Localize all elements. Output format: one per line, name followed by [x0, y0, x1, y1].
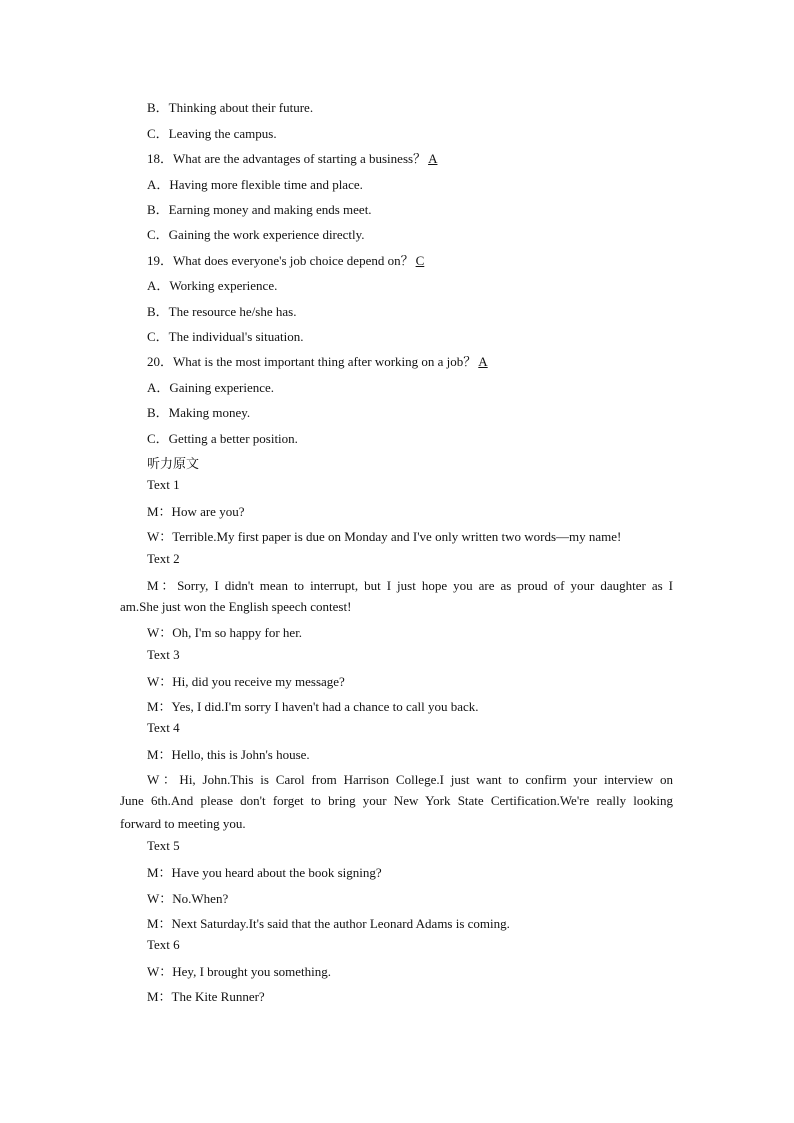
- text-1-label: Text 1: [147, 477, 180, 492]
- q18-option-a: A．Having more flexible time and place.: [147, 177, 363, 192]
- q18-option-c: C．Gaining the work experience directly.: [147, 227, 365, 242]
- option-c-prev: C．Leaving the campus.: [147, 126, 277, 141]
- text-6-line-1: W：Hey, I brought you something.: [147, 964, 332, 979]
- transcript-heading: 听力原文: [147, 456, 200, 471]
- q19-option-b: B．The resource he/she has.: [147, 304, 297, 319]
- text-3-line-w: W：Hi, did you receive my message?: [147, 674, 345, 689]
- answer-20: A: [478, 354, 488, 369]
- text-5-label: Text 5: [147, 838, 180, 853]
- text-6-label: Text 6: [147, 937, 180, 952]
- text-2-line-w: W：Oh, I'm so happy for her.: [147, 625, 303, 640]
- q19-option-a: A．Working experience.: [147, 278, 278, 293]
- text-2-line-m-2: am.She just won the English speech contest!: [120, 599, 352, 614]
- text-1-line-w: W：Terrible.My first paper is due on Monday and I've only written two words—my name!: [147, 529, 622, 544]
- text-3-line-m: M：Yes, I did.I'm sorry I haven't had a chance to call you back.: [147, 699, 479, 714]
- question-19: [147, 250, 426, 269]
- q19-option-c: C．The individual's situation.: [147, 329, 304, 344]
- text-5-line-3: M：Next Saturday.It's said that the author Leonard Adams is coming.: [147, 916, 510, 931]
- question-text: 20．What is the most important thing after working on a job？: [147, 354, 477, 369]
- text-1-line-m: M：How are you?: [147, 504, 245, 519]
- q20-option-c: C．Getting a better position.: [147, 431, 298, 446]
- text-4-line-m: M：Hello, this is John's house.: [147, 747, 310, 762]
- text-4-label: Text 4: [147, 720, 180, 735]
- text-5-line-1: M：Have you heard about the book signing?: [147, 865, 382, 880]
- question-18: [147, 148, 439, 167]
- answer-18: A: [428, 151, 438, 166]
- q18-option-b: B．Earning money and making ends meet.: [147, 202, 372, 217]
- question-text: 18．What are the advantages of starting a business？: [147, 151, 427, 166]
- option-b-prev: B．Thinking about their future.: [147, 100, 314, 115]
- text-4-line-w-1: W：Hi, John.This is Carol from Harrison College.I just want to confirm your interview on: [147, 772, 673, 787]
- question-text: 19．What does everyone's job choice depend on？: [147, 253, 414, 268]
- text-6-line-2: M：The Kite Runner?: [147, 989, 265, 1004]
- text-3-label: Text 3: [147, 647, 180, 662]
- text-2-label: Text 2: [147, 551, 180, 566]
- text-5-line-2: W：No.When?: [147, 891, 229, 906]
- answer-19: C: [415, 253, 425, 268]
- q20-option-a: A．Gaining experience.: [147, 380, 275, 395]
- q20-option-b: B．Making money.: [147, 405, 251, 420]
- text-4-line-w-3: forward to meeting you.: [120, 816, 246, 831]
- question-20: [147, 351, 490, 370]
- text-4-line-w-2: June 6th.And please don't forget to bring your New York State Certification.We're really looking: [120, 793, 673, 808]
- text-2-line-m-1: M：Sorry, I didn't mean to interrupt, but I just hope you are as proud of your daughter as I: [147, 578, 673, 593]
